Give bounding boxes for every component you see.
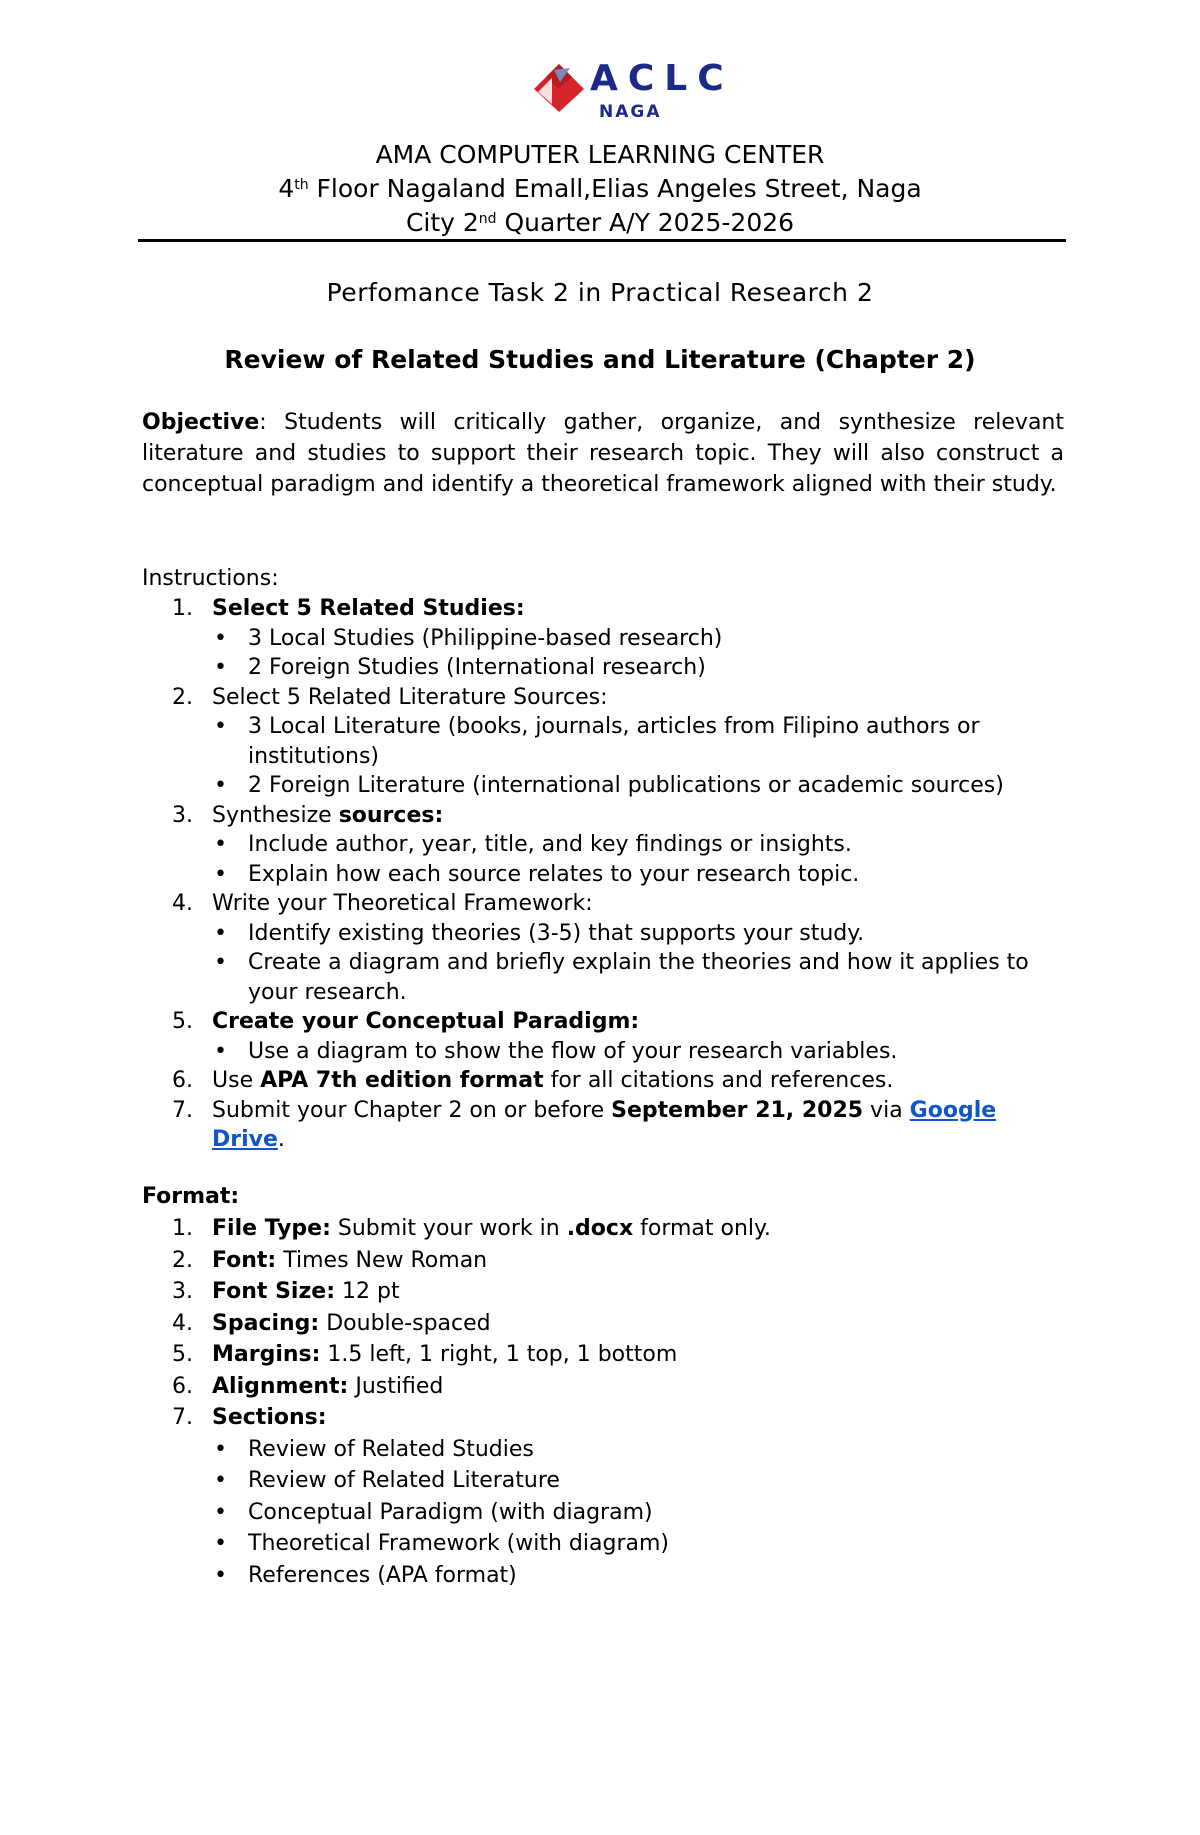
objective-paragraph: Objective: Students will critically gather, organize, and synthesize relevant literature and studies to support their research topic. They will also construct a conceptual paradigm and identify a theoretical framework aligned with their study. <box>142 410 1064 497</box>
sub-item: • Theoretical Framework (with diagram) <box>214 1531 669 1556</box>
list-item: 4. Spacing: Double-spaced <box>172 1310 491 1336</box>
document-title: Review of Related Studies and Literature (Chapter 2) <box>224 345 976 374</box>
diamond-logo-icon <box>530 62 588 114</box>
sub-item: • Explain how each source relates to your research topic. <box>214 861 860 887</box>
sub-item: • Include author, year, title, and key findings or insights. <box>214 832 852 857</box>
task-title: Perfomance Task 2 in Practical Research 2 <box>326 278 874 307</box>
sub-item: • 2 Foreign Literature (international publications or academic sources) <box>214 773 1004 798</box>
instructions-list <box>142 594 1072 1155</box>
logo-sub: NAGA <box>599 102 662 122</box>
school-name: AMA COMPUTER LEARNING CENTER <box>375 140 825 169</box>
sub-item: • Review of Related Studies <box>214 1436 534 1462</box>
format-list <box>142 1213 1072 1591</box>
sub-item: • References (APA format) <box>214 1562 517 1588</box>
instructions-label: Instructions: <box>142 566 279 591</box>
sub-item: • Conceptual Paradigm (with diagram) <box>214 1499 653 1525</box>
sub-item: • 2 Foreign Studies (International research) <box>214 655 706 680</box>
list-item: 4. Write your Theoretical Framework: <box>172 891 593 916</box>
quarter-line: City 2nd Quarter A/Y 2025-2026 <box>405 208 795 237</box>
list-item: 2. Font: Times New Roman <box>172 1247 488 1273</box>
list-item: 3. Font Size: 12 pt <box>172 1279 400 1304</box>
list-item: 6. Use APA 7th edition format for all citations and references. <box>172 1068 894 1093</box>
google-drive-link[interactable]: Google Drive <box>212 1097 997 1152</box>
address-line: 4th Floor Nagaland Emall,Elias Angeles Street, Naga <box>278 174 922 203</box>
list-item: 7. Sections: <box>172 1405 327 1430</box>
aclc-logo <box>530 58 734 128</box>
sub-item: • 3 Local Literature (books, journals, articles from Filipino authors or institutions) <box>214 714 980 769</box>
header-divider <box>138 239 1066 242</box>
list-item: 5. Margins: 1.5 left, 1 right, 1 top, 1 bottom <box>172 1342 678 1367</box>
format-label: Format: <box>142 1184 240 1209</box>
list-item: 3. Synthesize sources: <box>172 802 444 828</box>
sub-item: • Create a diagram and briefly explain the theories and how it applies to your research. <box>214 950 1029 1005</box>
sub-item: • Review of Related Literature <box>214 1468 560 1493</box>
list-item: 1. File Type: Submit your work in .docx format only. <box>172 1216 771 1241</box>
sub-item: • Identify existing theories (3-5) that supports your study. <box>214 920 865 946</box>
list-item: 1. Select 5 Related Studies: <box>172 596 525 621</box>
list-item: 7. Submit your Chapter 2 on or before September 21, 2025 via Google Drive. <box>172 1097 997 1152</box>
sub-item: • Use a diagram to show the flow of your research variables. <box>214 1038 898 1064</box>
list-item: 5. Create your Conceptual Paradigm: <box>172 1009 640 1034</box>
logo-brand: ACLC <box>590 58 734 99</box>
list-item: 6. Alignment: Justified <box>172 1373 444 1399</box>
sub-item: • 3 Local Studies (Philippine-based research) <box>214 625 723 651</box>
list-item: 2. Select 5 Related Literature Sources: <box>172 684 608 710</box>
